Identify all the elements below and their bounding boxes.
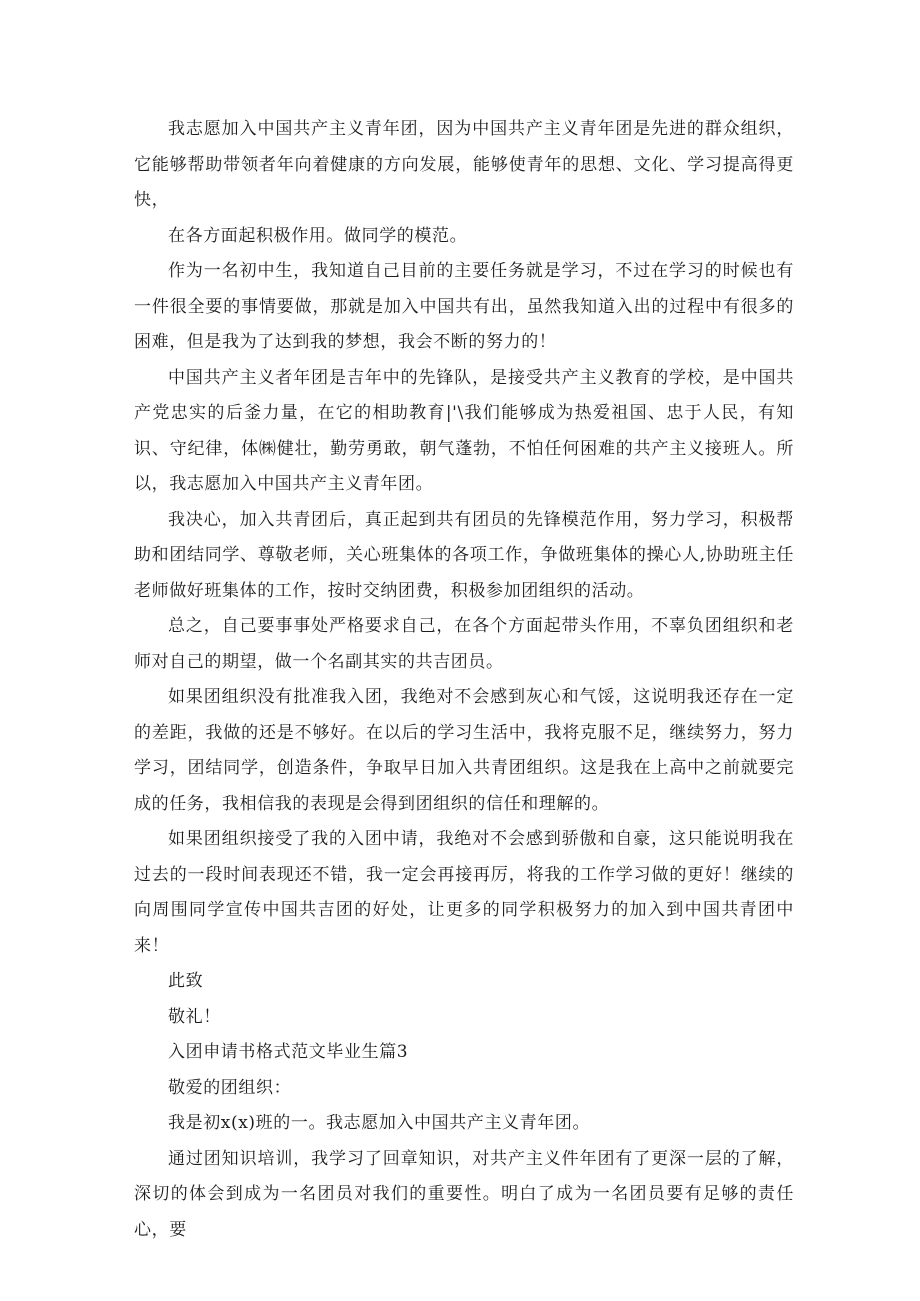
paragraph-3: 作为一名初中生，我知道自己目前的主要任务就是学习，不过在学习的时候也有一件很全要的事情要做，那就是加入中国共有出，虽然我知道入出的过程中有很多的困难，但是我为了达到我的梦想，我会不断的努力的！ xyxy=(134,261,794,352)
paragraph-5: 我决心，加入共青团后，真正起到共有团员的先锋模范作用，努力学习，积极帮助和团结同学、尊敬老师，关心班集体的各项工作，争做班集体的操心人,协助班主任老师做好班集体的工作，按时交纳团费，积极参加团组织的活动。 xyxy=(134,509,794,601)
paragraph-1: 我志愿加入中国共产主义青年团，因为中国共产主义青年团是先进的群众组织，它能够帮助带领者年向着健康的方向发展，能够使青年的思想、文化、学习提高得更快， xyxy=(134,119,794,210)
greeting: 敬爱的团组织： xyxy=(168,1077,292,1098)
paragraph-4: 中国共产主义者年团是吉年中的先锋队，是接受共产主义教育的学校，是中国共产党忠实的后釜力量，在它的相助教育|'\我们能够成为热爱祖国、忠于人民，有知识、守纪律，体㈱健壮，勤劳勇敢，朝气蓬勃，不怕任何困难的共产主义接班人。所以，我志愿加入中国共产主义青年团。 xyxy=(134,367,794,494)
paragraph-7: 如果团组织没有批准我入团，我绝对不会感到灰心和气馁，这说明我还存在一定的差距，我做的还是不够好。在以后的学习生活中，我将克服不足，继续努力，努力学习，团结同学，创造条件，争取早日加入共青团组织。这是我在上高中之前就要完成的任务，我相信我的表现是会得到团组织的信任和理解的。 xyxy=(134,687,794,814)
paragraph-2: 在各方面起积极作用。做同学的模范。 xyxy=(168,225,468,246)
paragraph-6: 总之，自己要事事处严格要求自己，在各个方面起带头作用，不辜负团组织和老师对自己的期望，做一个名副其实的共吉团员。 xyxy=(134,616,794,672)
closing-salutation: 此致 xyxy=(168,971,204,991)
paragraph-10: 通过团知识培训，我学习了回章知识，对共产主义件年团有了更深一层的了解，深切的体会到成为一名团员对我们的重要性。明白了成为一名团员要有足够的责任心，要 xyxy=(134,1148,794,1240)
paragraph-9: 我是初x(x)班的一。我志愿加入中国共产主义青年团。 xyxy=(168,1113,591,1133)
document-body xyxy=(134,112,794,1248)
closing-regards: 敬礼！ xyxy=(168,1006,221,1027)
section-heading: 入团申请书格式范文毕业生篇3 xyxy=(168,1042,409,1062)
paragraph-8: 如果团组织接受了我的入团中请，我绝对不会感到骄傲和自豪，这只能说明我在过去的一段时间表现还不错，我一定会再接再厉，将我的工作学习做的更好！继续的向周围同学宣传中国共吉团的好处，让更多的同学积极努力的加入到中国共青团中来！ xyxy=(134,829,794,956)
